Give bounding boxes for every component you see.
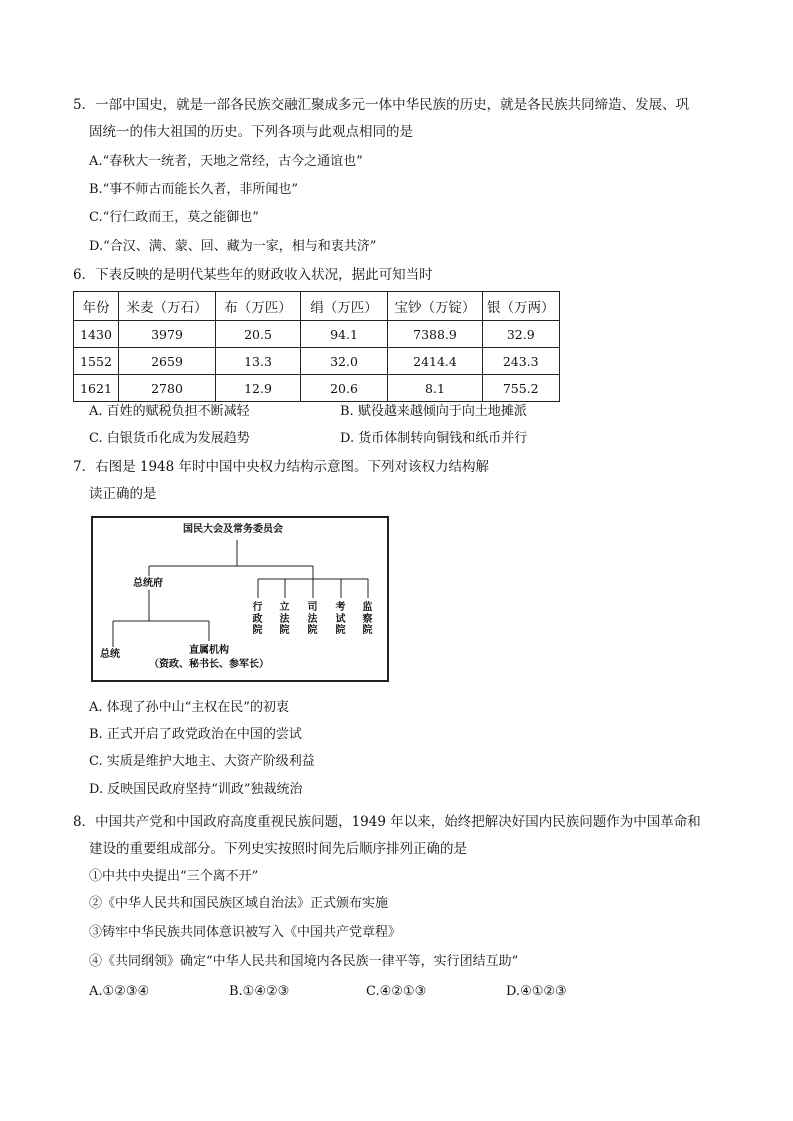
header-cell: 米麦（万石） xyxy=(119,292,216,321)
q7-option-a: A. 体现了孙中山“主权在民”的初衷 xyxy=(89,700,289,715)
legislative-yuan-label: 立法院 xyxy=(279,602,290,636)
table-cell: 12.9 xyxy=(216,375,301,402)
q5-option-b: B.“事不师古而能长久者，非所闻也” xyxy=(89,182,298,197)
q6-option-a: A. 百姓的赋税负担不断减轻 xyxy=(89,404,250,419)
executive-yuan-label: 行政院 xyxy=(252,602,263,636)
table-cell: 94.1 xyxy=(301,321,388,348)
q6-option-d: D. 货币体制转向铜钱和纸币并行 xyxy=(340,431,528,446)
table-cell: 1430 xyxy=(74,321,119,348)
table-row xyxy=(74,375,560,402)
q7-option-c: C. 实质是维护大地主、大资产阶级利益 xyxy=(89,754,315,769)
direct-agencies-detail: （资政、秘书长、参军长） xyxy=(149,659,269,670)
q6-option-c: C. 白银货币化成为发展趋势 xyxy=(89,431,250,446)
header-cell: 布（万匹） xyxy=(216,292,301,321)
judicial-yuan-label: 司法院 xyxy=(307,602,318,636)
national-assembly-label: 国民大会及常务委员会 xyxy=(183,524,283,535)
table-cell: 243.3 xyxy=(483,348,560,375)
q8-item-2: ②《中华人民共和国民族区域自治法》正式颁布实施 xyxy=(89,896,389,911)
table-cell: 7388.9 xyxy=(388,321,483,348)
q8-item-4: ④《共同纲领》确定“中华人民共和国境内各民族一律平等，实行团结互助” xyxy=(89,954,519,969)
table-cell: 2780 xyxy=(119,375,216,402)
table-cell: 2414.4 xyxy=(388,348,483,375)
q8-option-a: A.①②③④ xyxy=(89,984,150,999)
q7-option-d: D. 反映国民政府坚持“训政”独裁统治 xyxy=(89,782,303,797)
table-cell: 3979 xyxy=(119,321,216,348)
q8-option-d: D.④①②③ xyxy=(506,984,567,999)
table-row xyxy=(74,348,560,375)
table-cell: 13.3 xyxy=(216,348,301,375)
table-cell: 8.1 xyxy=(388,375,483,402)
table-cell: 755.2 xyxy=(483,375,560,402)
table-cell: 32.0 xyxy=(301,348,388,375)
power-structure-diagram xyxy=(91,516,389,682)
q7-option-b: B. 正式开启了政党政治在中国的尝试 xyxy=(89,727,302,742)
table-cell: 1621 xyxy=(74,375,119,402)
q7-stem-line1: 7．右图是 1948 年时中国中央权力结构示意图。下列对该权力结构解 xyxy=(73,459,490,475)
q8-item-3: ③铸牢中华民族共同体意识被写入《中国共产党章程》 xyxy=(89,925,402,940)
table-cell: 20.5 xyxy=(216,321,301,348)
header-cell: 绢（万匹） xyxy=(301,292,388,321)
revenue-table xyxy=(73,291,560,402)
q8-item-1: ①中共中央提出“三个离不开” xyxy=(89,869,259,884)
control-yuan-label: 监察院 xyxy=(362,602,373,636)
header-cell: 银（万两） xyxy=(483,292,560,321)
table-cell: 20.6 xyxy=(301,375,388,402)
q6-option-b: B. 赋役越来越倾向于向土地摊派 xyxy=(340,404,527,419)
header-cell: 宝钞（万锭） xyxy=(388,292,483,321)
diagram-connectors xyxy=(93,518,387,680)
table-cell: 32.9 xyxy=(483,321,560,348)
examination-yuan-label: 考试院 xyxy=(335,602,346,636)
q5-stem-line2: 固统一的伟大祖国的历史。下列各项与此观点相同的是 xyxy=(89,124,413,140)
q8-stem-line1: 8．中国共产党和中国政府高度重视民族问题，1949 年以来，始终把解决好国内民族问题作为中国革命和 xyxy=(73,814,701,830)
q8-option-b: B.①④②③ xyxy=(229,984,290,999)
table-header-row xyxy=(74,292,560,321)
q5-option-a: A.“春秋大一统者，天地之常经，古今之通谊也” xyxy=(89,154,363,169)
q5-option-d: D.“合汉、满、蒙、回、藏为一家，相与和衷共济” xyxy=(89,239,377,254)
header-cell: 年份 xyxy=(74,292,119,321)
president-label: 总统 xyxy=(100,649,120,660)
table-cell: 2659 xyxy=(119,348,216,375)
q6-stem: 6．下表反映的是明代某些年的财政收入状况，据此可知当时 xyxy=(73,267,433,283)
table-cell: 1552 xyxy=(74,348,119,375)
president-office-label: 总统府 xyxy=(133,578,163,589)
direct-agencies-label: 直属机构 xyxy=(189,645,229,656)
q5-stem-line1: 5．一部中国史，就是一部各民族交融汇聚成多元一体中华民族的历史，就是各民族共同缔造、发展、巩 xyxy=(73,97,690,113)
q5-option-c: C.“行仁政而王，莫之能御也” xyxy=(89,210,259,225)
table-row xyxy=(74,321,560,348)
q8-stem-line2: 建设的重要组成部分。下列史实按照时间先后顺序排列正确的是 xyxy=(89,841,467,857)
q7-stem-line2: 读正确的是 xyxy=(89,486,157,502)
q8-option-c: C.④②①③ xyxy=(366,984,427,999)
